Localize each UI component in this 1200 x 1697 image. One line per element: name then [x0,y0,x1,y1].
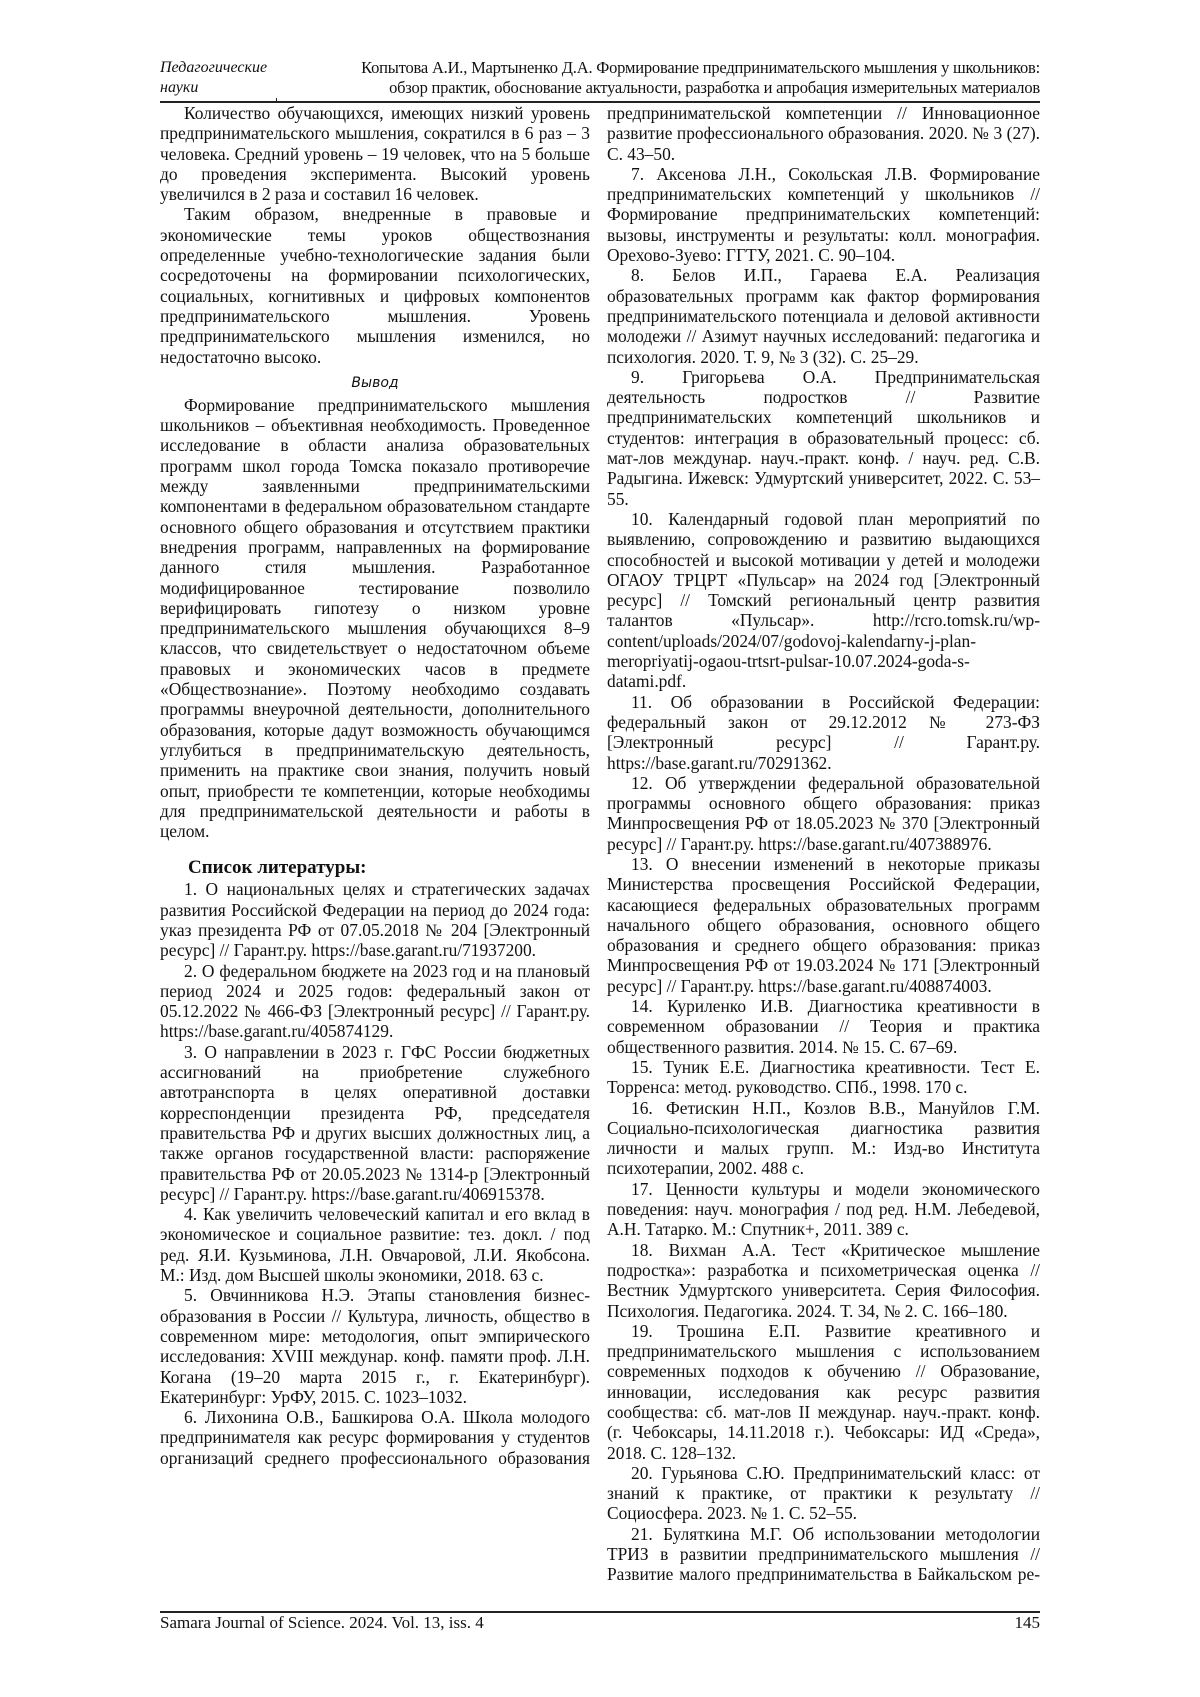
right-column [607,103,1040,1585]
reference-item: 15. Туник Е.Е. Диагностика креативности. Тест Е. Торренса: метод. руководство. СПб., 1998. 170 с. [607,1057,1040,1098]
reference-item: 19. Трошина Е.П. Развитие креативного и предпринимательского мышления с использованием современных подходов к обучению // Образование, инновации, исследования как ресурс развития сообщества: сб. мат-лов II междунар. науч.-практ. конф. (г. Чебоксары, 14.11.2018 г.). Чебоксары: ИД «Среда», 2018. С. 128–132. [607,1321,1040,1463]
reference-item: 17. Ценности культуры и модели экономического поведения: науч. монография / под ред. Н.М. Лебедевой, А.Н. Татарко. М.: Спутник+, 2011. 389 с. [607,1179,1040,1240]
reference-item: 7. Аксенова Л.Н., Сокольская Л.В. Формирование предпринимательских компетенций у школьников // Формирование предпринимательских компетенций: вызовы, инструменты и результаты: колл. монография. Орехово-Зуево: ГГТУ, 2021. С. 90–104. [607,164,1040,265]
header-section: Педагогические науки [160,58,270,98]
reference-item: 11. Об образовании в Российской Федерации: федеральный закон от 29.12.2012 № 273-ФЗ [Электронный ресурс] // Гарант.ру. https://base.garant.ru/70291362. [607,692,1040,773]
footer-journal: Samara Journal of Science. 2024. Vol. 13, iss. 4 [160,1613,484,1633]
reference-item: 16. Фетискин Н.П., Козлов В.В., Мануйлов Г.М. Социально-психологическая диагностика развития личности и малых групп. М.: Изд-во Института психотерапии, 2002. 488 с. [607,1098,1040,1179]
reference-item: 3. О направлении в 2023 г. ГФС России бюджетных ассигнований на приобретение служебного автотранспорта в целях оперативной доставки корреспонденции президента РФ, председателя правительства РФ и других высших должностных лиц, а также органов государственной власти: распоряжение правительства РФ от 20.05.2023 № 1314-р [Электронный ресурс] // Гарант.ру. https://base.garant.ru/406915378. [160,1042,590,1204]
header-title-line1: Копытова А.И., Мартыненко Д.А. Формирование предпринимательского мышления у школьников: [290,58,1040,78]
reference-item: 20. Гурьянова С.Ю. Предпринимательский класс: от знаний к практике, от практики к результату // Социосфера. 2023. № 1. С. 52–55. [607,1463,1040,1524]
header-title-line2: обзор практик, обоснование актуальности, разработка и апробация измерительных материалов [290,78,1040,98]
body-paragraph: Формирование предпринимательского мышления школьников – объективная необходимость. Проведенное исследование в области анализа образовательных программ школ города Томска показало противоречие между заявленными предпринимательскими компонентами в федеральном образовательном стандарте основного общего образования и отсутствием практики внедрения программ, направленных на формирование данного стиля мышления. Разработанное модифицированное тестирование позволило верифицировать гипотезу о низком уровне предпринимательского мышления обучающихся 8–9 классов, что свидетельствует о недостаточном объеме правовых и экономических часов в предмете «Обществознание». Поэтому необходимо создавать программы внеурочной деятельности, дополнительного образования, которые дадут возможность обучающимся углубиться в предпринимательскую деятельность, применить на практике свои знания, получить новый опыт, приобрести те компетенции, которые необходимы для предпринимательской деятельности и работы в целом. [160,395,590,842]
reference-item: 9. Григорьева О.А. Предпринимательская деятельность подростков // Развитие предпринимательских компетенций школьников и студентов: интеграция в образовательный процесс: сб. мат-лов междунар. науч.-практ. конф. / науч. ред. С.В. Радыгина. Ижевск: Удмуртский университет, 2022. С. 53–55. [607,367,1040,509]
reference-item: 6. Лихонина О.В., Башкирова О.А. Школа молодого предпринимателя как ресурс формирования у студентов организаций среднего профессионального образования [160,1407,590,1468]
reference-item: 8. Белов И.П., Гараева Е.А. Реализация образовательных программ как фактор формирования предпринимательского потенциала и деловой активности молодежи // Азимут научных исследований: педагогика и психология. 2020. Т. 9, № 3 (32). С. 25–29. [607,265,1040,366]
reference-item: 10. Календарный годовой план мероприятий по выявлению, сопровождению и развитию выдающихся способностей и высокой мотивации у детей и молодежи ОГАОУ ТРЦРТ «Пульсар» на 2024 год [Электронный ресурс] // Томский региональный центр развития талантов «Пульсар». http://rcro.tomsk.ru/wp-content/uploads/2024/07/godovoj-kalendarny-j-plan-meropriyatij-ogaou-trtsrt-pulsar-10.07.2024-goda-s-datami.pdf. [607,509,1040,692]
reference-item: 13. О внесении изменений в некоторые приказы Министерства просвещения Российской Федерации, касающиеся федеральных образовательных программ начального общего образования, основного общего образования и среднего общего образования: приказ Минпросвещения РФ от 19.03.2024 № 171 [Электронный ресурс] // Гарант.ру. https://base.garant.ru/408874003. [607,854,1040,996]
reference-item: 18. Вихман А.А. Тест «Критическое мышление подростка»: разработка и психометрическая оценка // Вестник Удмуртского университета. Серия Философия. Психология. Педагогика. 2024. Т. 34, № 2. С. 166–180. [607,1240,1040,1321]
header-title [290,58,1040,98]
body-paragraph: Количество обучающихся, имеющих низкий уровень предпринимательского мышления, сократился в 6 раз – 3 человека. Средний уровень – 19 человек, что на 5 больше до проведения эксперимента. Высокий уровень увеличился в 2 раза и составил 16 человек. [160,103,590,204]
body-paragraph: Таким образом, внедренные в правовые и экономические темы уроков обществознания определенные учебно-технологические задания были сосредоточены на формировании психологических, социальных, когнитивных и цифровых компонентов предпринимательского мышления. Уровень предпринимательского мышления изменился, но недостаточно высоко. [160,204,590,366]
reference-item: 4. Как увеличить человеческий капитал и его вклад в экономическое и социальное развитие: тез. докл. / под ред. Я.И. Кузьминова, Л.Н. Овчаровой, Л.И. Якобсона. М.: Изд. дом Высшей школы экономики, 2018. 63 с. [160,1204,590,1285]
reference-item: 14. Куриленко И.В. Диагностика креативности в современном образовании // Теория и практика общественного развития. 2014. № 15. С. 67–69. [607,996,1040,1057]
reference-item: 5. Овчинникова Н.Э. Этапы становления бизнес-образования в России // Культура, личность, общество в современном мире: методология, опыт эмпирического исследования: XVIII междунар. конф. памяти проф. Л.Н. Когана (19–20 марта 2015 г., г. Екатеринбург). Екатеринбург: УрФУ, 2015. С. 1023–1032. [160,1285,590,1407]
references-heading: Список литературы: [188,857,590,879]
reference-item-continuation: предпринимательской компетенции // Инновационное развитие профессионального образования. 2020. № 3 (27). С. 43–50. [607,103,1040,164]
page-number: 145 [1015,1613,1041,1633]
reference-item: 1. О национальных целях и стратегических задачах развития Российской Федерации на период до 2024 года: указ президента РФ от 07.05.2018 № 204 [Электронный ресурс] // Гарант.ру. https://base.garant.ru/71937200. [160,879,590,960]
reference-item: 2. О федеральном бюджете на 2023 год и на плановый период 2024 и 2025 годов: федеральный закон от 05.12.2022 № 466-ФЗ [Электронный ресурс] // Гарант.ру. https://base.garant.ru/405874129. [160,961,590,1042]
conclusion-heading: Вывод [160,373,590,393]
reference-item: 21. Буляткина М.Г. Об использовании методологии ТРИЗ в развитии предпринимательского мышления // Развитие малого предпринимательства в Байкальском ре- [607,1524,1040,1585]
left-column [160,103,590,1468]
reference-item: 12. Об утверждении федеральной образовательной программы основного общего образования: приказ Минпросвещения РФ от 18.05.2023 № 370 [Электронный ресурс] // Гарант.ру. https://base.garant.ru/407388976. [607,773,1040,854]
